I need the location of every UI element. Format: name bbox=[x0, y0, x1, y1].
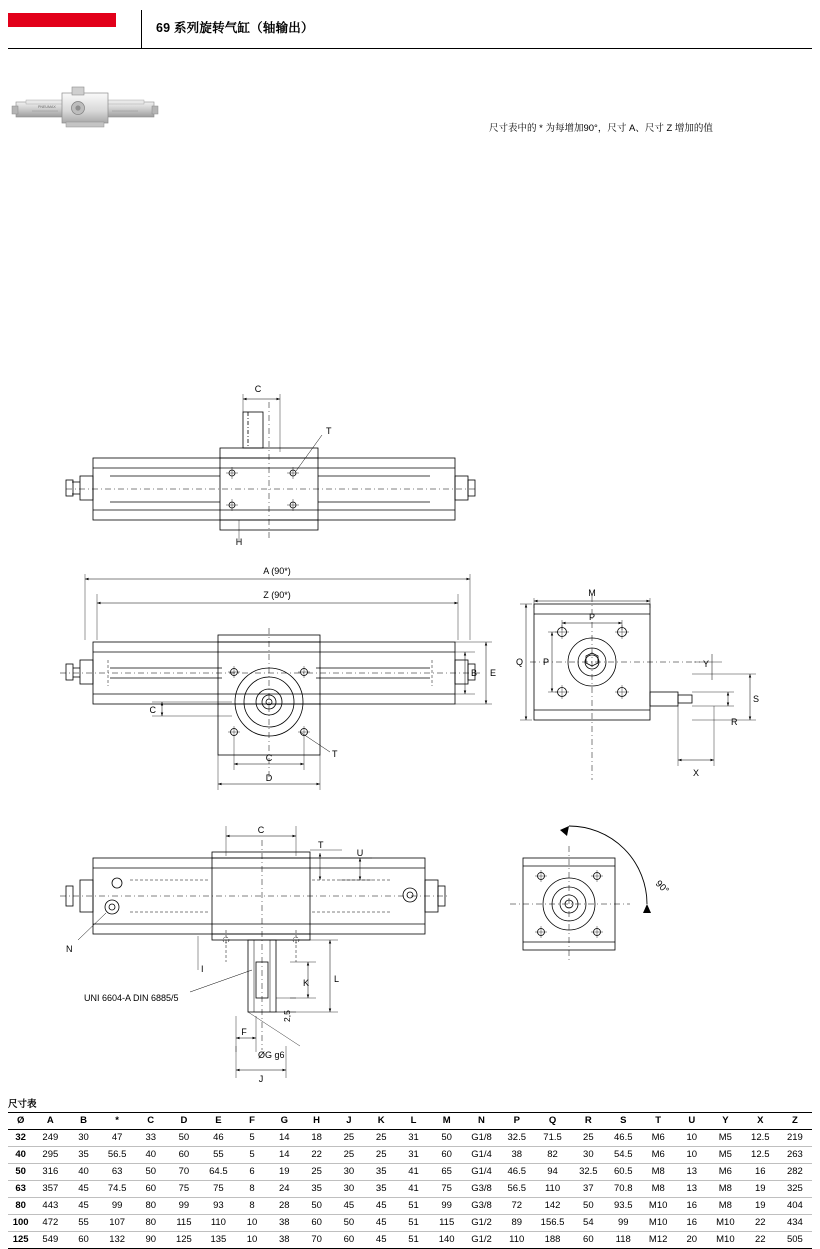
label-e: E bbox=[490, 668, 497, 678]
table-cell: 60 bbox=[430, 1147, 464, 1164]
col-g: G bbox=[268, 1113, 300, 1130]
table-cell: 25 bbox=[365, 1147, 397, 1164]
table-cell: 30 bbox=[571, 1147, 606, 1164]
table-cell: 90 bbox=[135, 1232, 167, 1249]
table-cell: 135 bbox=[201, 1232, 236, 1249]
table-cell: 54.5 bbox=[606, 1147, 641, 1164]
cell-bore: 100 bbox=[8, 1215, 33, 1232]
table-cell: 16 bbox=[676, 1215, 708, 1232]
table-cell: 505 bbox=[778, 1232, 812, 1249]
label-key-standard: UNI 6604-A DIN 6885/5 bbox=[84, 993, 179, 1003]
table-cell: 156.5 bbox=[534, 1215, 571, 1232]
table-cell: 35 bbox=[300, 1181, 332, 1198]
drawing-side-view bbox=[516, 588, 759, 780]
label-t-top: T bbox=[326, 426, 332, 436]
label-z: Z (90*) bbox=[263, 590, 291, 600]
label-k: K bbox=[303, 978, 310, 988]
table-cell: 45 bbox=[365, 1215, 397, 1232]
table-cell: 60 bbox=[67, 1232, 99, 1249]
table-cell: 72 bbox=[499, 1198, 534, 1215]
table-cell: 140 bbox=[430, 1232, 464, 1249]
table-cell: 249 bbox=[33, 1130, 67, 1147]
label-r: R bbox=[731, 717, 738, 727]
label-q: Q bbox=[515, 657, 523, 667]
table-cell: 110 bbox=[201, 1215, 236, 1232]
table-cell: 295 bbox=[33, 1147, 67, 1164]
table-cell: 46.5 bbox=[499, 1164, 534, 1181]
table-cell: M6 bbox=[641, 1130, 676, 1147]
cell-bore: 32 bbox=[8, 1130, 33, 1147]
table-cell: 93 bbox=[201, 1198, 236, 1215]
cell-bore: 125 bbox=[8, 1232, 33, 1249]
table-cell: 18 bbox=[300, 1130, 332, 1147]
label-b: B bbox=[471, 668, 478, 678]
drawing-bottom-view bbox=[60, 825, 450, 1084]
label-c-left: C bbox=[149, 705, 156, 715]
table-cell: 404 bbox=[778, 1198, 812, 1215]
table-cell: 99 bbox=[606, 1215, 641, 1232]
table-cell: 19 bbox=[743, 1198, 778, 1215]
label-m: M bbox=[588, 588, 596, 598]
col-q: Q bbox=[534, 1113, 571, 1130]
drawing-front-view bbox=[60, 566, 496, 790]
label-y: Y bbox=[702, 659, 709, 669]
table-cell: 6 bbox=[236, 1164, 268, 1181]
table-cell: 115 bbox=[167, 1215, 201, 1232]
dimension-table bbox=[8, 1112, 812, 1249]
table-cell: M10 bbox=[641, 1198, 676, 1215]
table-cell: 46 bbox=[201, 1130, 236, 1147]
table-cell: 14 bbox=[268, 1130, 300, 1147]
table-cell: M10 bbox=[708, 1215, 743, 1232]
label-s: S bbox=[753, 694, 760, 704]
col-k: K bbox=[365, 1113, 397, 1130]
table-cell: 70 bbox=[300, 1232, 332, 1249]
table-cell: 51 bbox=[397, 1232, 429, 1249]
table-cell: 32.5 bbox=[571, 1164, 606, 1181]
col-n: N bbox=[464, 1113, 500, 1130]
table-cell: 82 bbox=[534, 1147, 571, 1164]
table-cell: 10 bbox=[236, 1232, 268, 1249]
table-cell: 110 bbox=[534, 1181, 571, 1198]
table-cell: M8 bbox=[641, 1181, 676, 1198]
table-cell: 472 bbox=[33, 1215, 67, 1232]
col-f: F bbox=[236, 1113, 268, 1130]
cell-bore: 80 bbox=[8, 1198, 33, 1215]
table-cell: 75 bbox=[430, 1181, 464, 1198]
label-f: F bbox=[241, 1027, 247, 1037]
table-cell: 25 bbox=[300, 1164, 332, 1181]
table-cell: 30 bbox=[333, 1181, 365, 1198]
table-cell: 434 bbox=[778, 1215, 812, 1232]
cell-bore: 63 bbox=[8, 1181, 33, 1198]
table-cell: 16 bbox=[676, 1198, 708, 1215]
table-cell: 51 bbox=[397, 1198, 429, 1215]
table-cell: 22 bbox=[743, 1215, 778, 1232]
table-cell: M6 bbox=[641, 1147, 676, 1164]
table-cell: 37 bbox=[571, 1181, 606, 1198]
table-cell: 50 bbox=[300, 1198, 332, 1215]
table-cell: 75 bbox=[201, 1181, 236, 1198]
cell-bore: 40 bbox=[8, 1147, 33, 1164]
page-title: 69 系列旋转气缸（轴输出） bbox=[156, 21, 314, 35]
table-cell: 63 bbox=[100, 1164, 135, 1181]
table-cell: 41 bbox=[397, 1181, 429, 1198]
table-cell: 25 bbox=[571, 1130, 606, 1147]
label-g: ØG g6 bbox=[258, 1050, 285, 1060]
table-cell: 93.5 bbox=[606, 1198, 641, 1215]
dimension-table-section bbox=[8, 1096, 812, 1249]
table-cell: 41 bbox=[397, 1164, 429, 1181]
label-c-bot: C bbox=[257, 825, 265, 835]
label-d: D bbox=[265, 773, 273, 783]
table-cell: 80 bbox=[135, 1215, 167, 1232]
table-cell: 45 bbox=[365, 1232, 397, 1249]
table-cell: 38 bbox=[268, 1232, 300, 1249]
table-cell: 80 bbox=[135, 1198, 167, 1215]
table-cell: G1/2 bbox=[464, 1232, 500, 1249]
table-cell: 55 bbox=[201, 1147, 236, 1164]
table-cell: 56.5 bbox=[100, 1147, 135, 1164]
table-cell: 22 bbox=[743, 1232, 778, 1249]
label-t-front: T bbox=[332, 749, 338, 759]
svg-text:PNEUMAX: PNEUMAX bbox=[38, 105, 56, 109]
product-photo bbox=[12, 82, 158, 138]
table-cell: 99 bbox=[100, 1198, 135, 1215]
table-cell: 5 bbox=[236, 1147, 268, 1164]
table-cell: 40 bbox=[67, 1164, 99, 1181]
table-cell: 50 bbox=[135, 1164, 167, 1181]
table-cell: 54 bbox=[571, 1215, 606, 1232]
table-cell: G1/8 bbox=[464, 1130, 500, 1147]
col-t: T bbox=[641, 1113, 676, 1130]
table-row bbox=[8, 1181, 812, 1198]
table-cell: 8 bbox=[236, 1181, 268, 1198]
table-cell: 35 bbox=[365, 1181, 397, 1198]
col-m: M bbox=[430, 1113, 464, 1130]
table-cell: 142 bbox=[534, 1198, 571, 1215]
table-cell: G1/4 bbox=[464, 1147, 500, 1164]
table-cell: 47 bbox=[100, 1130, 135, 1147]
table-cell: 38 bbox=[268, 1215, 300, 1232]
table-cell: 99 bbox=[167, 1198, 201, 1215]
table-cell: 33 bbox=[135, 1130, 167, 1147]
col-j: J bbox=[333, 1113, 365, 1130]
table-cell: 40 bbox=[135, 1147, 167, 1164]
table-cell: 50 bbox=[167, 1130, 201, 1147]
col-z: Z bbox=[778, 1113, 812, 1130]
table-cell: G3/8 bbox=[464, 1181, 500, 1198]
table-row bbox=[8, 1130, 812, 1147]
drawing-angle-view bbox=[510, 826, 671, 962]
table-cell: 25 bbox=[333, 1130, 365, 1147]
table-cell: 188 bbox=[534, 1232, 571, 1249]
table-cell: 60 bbox=[571, 1232, 606, 1249]
table-cell: 20 bbox=[676, 1232, 708, 1249]
label-u: U bbox=[356, 848, 364, 858]
table-cell: 107 bbox=[100, 1215, 135, 1232]
col-r: R bbox=[571, 1113, 606, 1130]
col-star: * bbox=[100, 1113, 135, 1130]
table-cell: G3/8 bbox=[464, 1198, 500, 1215]
table-cell: 30 bbox=[333, 1164, 365, 1181]
table-cell: 56.5 bbox=[499, 1181, 534, 1198]
table-cell: 28 bbox=[268, 1198, 300, 1215]
label-x: X bbox=[692, 768, 700, 778]
table-cell: 32.5 bbox=[499, 1130, 534, 1147]
col-a: A bbox=[33, 1113, 67, 1130]
table-cell: M6 bbox=[708, 1164, 743, 1181]
table-row bbox=[8, 1198, 812, 1215]
table-caption: 尺寸表 bbox=[8, 1099, 37, 1110]
col-s: S bbox=[606, 1113, 641, 1130]
label-i: I bbox=[201, 964, 204, 974]
table-cell: 99 bbox=[430, 1198, 464, 1215]
table-cell: 60 bbox=[333, 1232, 365, 1249]
table-cell: 45 bbox=[67, 1198, 99, 1215]
table-cell: M10 bbox=[708, 1232, 743, 1249]
brand-red-bar bbox=[8, 13, 116, 27]
label-l: L bbox=[334, 974, 340, 984]
table-cell: 50 bbox=[430, 1130, 464, 1147]
table-cell: 25 bbox=[365, 1130, 397, 1147]
table-cell: 10 bbox=[236, 1215, 268, 1232]
table-cell: 8 bbox=[236, 1198, 268, 1215]
table-cell: G1/2 bbox=[464, 1215, 500, 1232]
table-cell: 25 bbox=[333, 1147, 365, 1164]
col-e: E bbox=[201, 1113, 236, 1130]
table-cell: 5 bbox=[236, 1130, 268, 1147]
cell-bore: 50 bbox=[8, 1164, 33, 1181]
table-cell: M5 bbox=[708, 1147, 743, 1164]
table-cell: 16 bbox=[743, 1164, 778, 1181]
table-row bbox=[8, 1232, 812, 1249]
table-cell: 71.5 bbox=[534, 1130, 571, 1147]
table-cell: 60 bbox=[135, 1181, 167, 1198]
table-cell: 19 bbox=[743, 1181, 778, 1198]
table-cell: 357 bbox=[33, 1181, 67, 1198]
table-cell: 31 bbox=[397, 1130, 429, 1147]
label-chamfer: 2,5 bbox=[282, 1010, 292, 1022]
table-cell: 94 bbox=[534, 1164, 571, 1181]
table-cell: M10 bbox=[641, 1215, 676, 1232]
label-t-bottom: T bbox=[318, 840, 324, 850]
table-cell: 443 bbox=[33, 1198, 67, 1215]
label-h: H bbox=[235, 537, 243, 547]
table-cell: 110 bbox=[499, 1232, 534, 1249]
col-d: D bbox=[167, 1113, 201, 1130]
table-cell: 70 bbox=[167, 1164, 201, 1181]
drawing-top-view bbox=[66, 384, 475, 547]
table-cell: 38 bbox=[499, 1147, 534, 1164]
label-p-left: P bbox=[542, 657, 549, 667]
table-cell: 132 bbox=[100, 1232, 135, 1249]
table-cell: 35 bbox=[365, 1164, 397, 1181]
table-row bbox=[8, 1215, 812, 1232]
table-cell: 24 bbox=[268, 1181, 300, 1198]
col-y: Y bbox=[708, 1113, 743, 1130]
table-cell: 46.5 bbox=[606, 1130, 641, 1147]
table-cell: 75 bbox=[167, 1181, 201, 1198]
table-cell: 31 bbox=[397, 1147, 429, 1164]
table-cell: 13 bbox=[676, 1181, 708, 1198]
table-cell: M8 bbox=[641, 1164, 676, 1181]
table-cell: 263 bbox=[778, 1147, 812, 1164]
header-divider bbox=[141, 10, 142, 49]
col-p: P bbox=[499, 1113, 534, 1130]
table-cell: 89 bbox=[499, 1215, 534, 1232]
table-cell: M8 bbox=[708, 1181, 743, 1198]
table-cell: 118 bbox=[606, 1232, 641, 1249]
table-cell: 10 bbox=[676, 1147, 708, 1164]
table-row bbox=[8, 1147, 812, 1164]
col-u: U bbox=[676, 1113, 708, 1130]
table-cell: 60 bbox=[300, 1215, 332, 1232]
technical-drawings bbox=[0, 180, 820, 1084]
label-j: J bbox=[258, 1074, 264, 1084]
label-p-top: P bbox=[588, 612, 596, 622]
table-cell: 10 bbox=[676, 1130, 708, 1147]
table-cell: 51 bbox=[397, 1215, 429, 1232]
label-a: A (90*) bbox=[263, 566, 291, 576]
header-rule bbox=[8, 48, 812, 49]
table-cell: 125 bbox=[167, 1232, 201, 1249]
table-cell: 65 bbox=[430, 1164, 464, 1181]
table-cell: 60 bbox=[167, 1147, 201, 1164]
table-cell: 219 bbox=[778, 1130, 812, 1147]
col-dia: Ø bbox=[8, 1113, 33, 1130]
table-cell: 70.8 bbox=[606, 1181, 641, 1198]
table-cell: 60.5 bbox=[606, 1164, 641, 1181]
table-cell: 115 bbox=[430, 1215, 464, 1232]
table-cell: 19 bbox=[268, 1164, 300, 1181]
table-cell: M8 bbox=[708, 1198, 743, 1215]
table-cell: 45 bbox=[333, 1198, 365, 1215]
label-c-bottom: C bbox=[265, 753, 273, 763]
table-cell: 64.5 bbox=[201, 1164, 236, 1181]
table-header-row bbox=[8, 1113, 812, 1130]
col-l: L bbox=[397, 1113, 429, 1130]
table-cell: 74.5 bbox=[100, 1181, 135, 1198]
table-cell: M12 bbox=[641, 1232, 676, 1249]
col-h: H bbox=[300, 1113, 332, 1130]
label-n: N bbox=[66, 944, 73, 954]
table-cell: 50 bbox=[333, 1215, 365, 1232]
table-cell: 325 bbox=[778, 1181, 812, 1198]
col-x: X bbox=[743, 1113, 778, 1130]
table-cell: 13 bbox=[676, 1164, 708, 1181]
table-cell: 12.5 bbox=[743, 1130, 778, 1147]
table-cell: 55 bbox=[67, 1215, 99, 1232]
table-cell: 45 bbox=[67, 1181, 99, 1198]
table-cell: 35 bbox=[67, 1147, 99, 1164]
label-c-top: C bbox=[254, 384, 262, 394]
dimension-note: 尺寸表中的 * 为每增加90°，尺寸 A、尺寸 Z 增加的值 bbox=[489, 123, 713, 134]
table-cell: 14 bbox=[268, 1147, 300, 1164]
table-body bbox=[8, 1130, 812, 1249]
table-cell: 50 bbox=[571, 1198, 606, 1215]
table-cell: 30 bbox=[67, 1130, 99, 1147]
table-cell: G1/4 bbox=[464, 1164, 500, 1181]
table-cell: M5 bbox=[708, 1130, 743, 1147]
table-cell: 549 bbox=[33, 1232, 67, 1249]
table-row bbox=[8, 1164, 812, 1181]
table-cell: 45 bbox=[365, 1198, 397, 1215]
col-b: B bbox=[67, 1113, 99, 1130]
page-header bbox=[8, 10, 812, 52]
label-angle: 90° bbox=[652, 878, 671, 897]
col-c: C bbox=[135, 1113, 167, 1130]
table-cell: 316 bbox=[33, 1164, 67, 1181]
table-cell: 12.5 bbox=[743, 1147, 778, 1164]
table-cell: 22 bbox=[300, 1147, 332, 1164]
table-cell: 282 bbox=[778, 1164, 812, 1181]
